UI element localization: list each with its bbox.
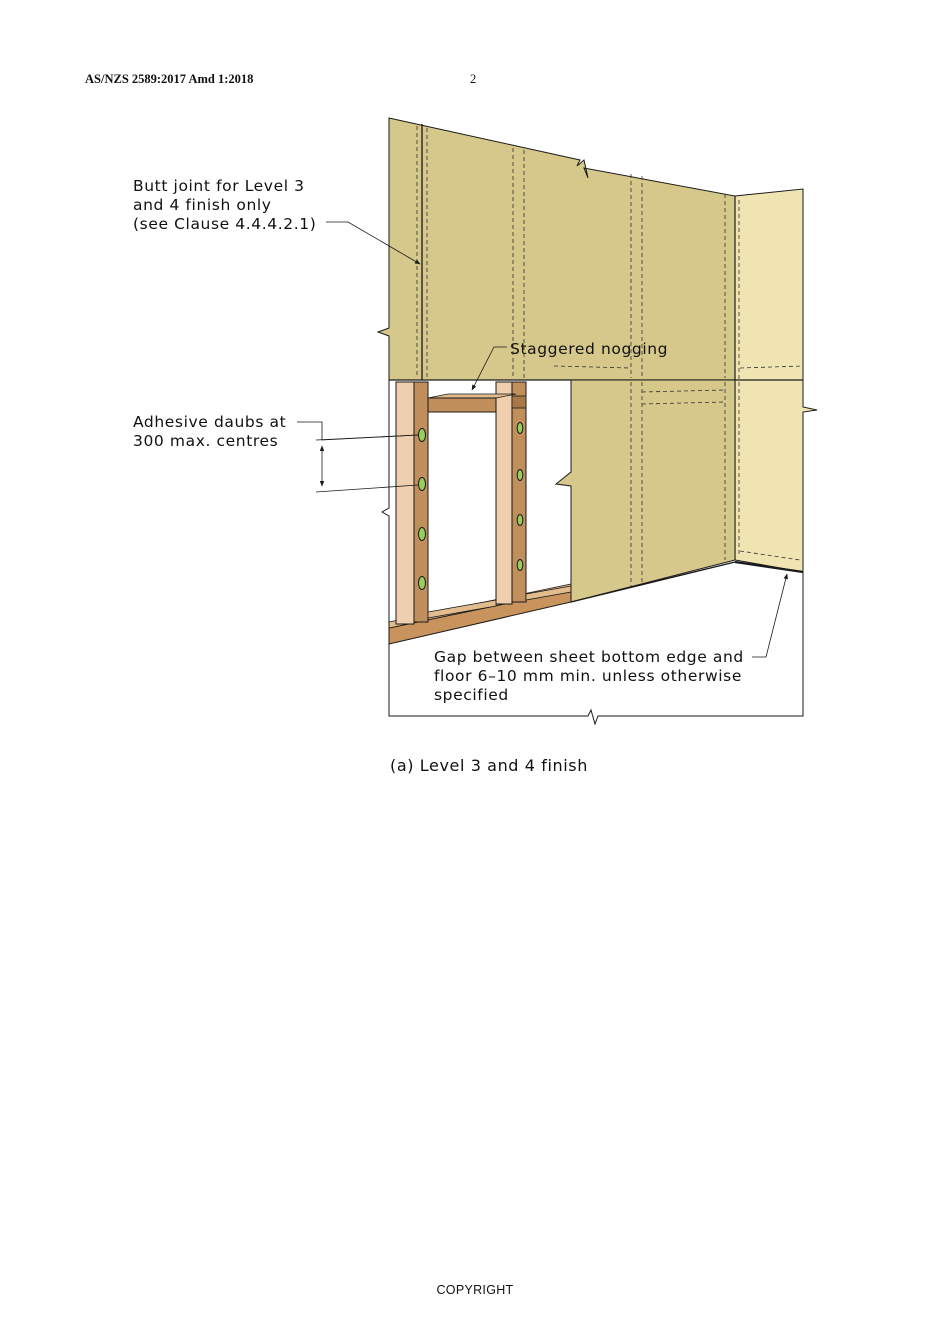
adhesive-daub — [517, 470, 523, 481]
standard-identifier: AS/NZS 2589:2017 Amd 1:2018 — [85, 72, 254, 86]
page-number: 2 — [470, 72, 477, 86]
adhesive-daub — [419, 478, 426, 491]
svg-text:Butt joint for Level 3: Butt joint for Level 3 — [133, 177, 305, 195]
label-staggered-nogging: Staggered nogging — [510, 340, 669, 358]
label-gap — [434, 648, 744, 704]
stud-face — [496, 382, 512, 604]
svg-text:specified: specified — [434, 686, 509, 704]
adhesive-daub — [419, 429, 426, 442]
return-wall — [735, 189, 817, 572]
copyright-footer: COPYRIGHT — [436, 1283, 514, 1297]
label-adhesive-daubs — [133, 413, 286, 450]
stud-face — [396, 382, 414, 624]
svg-text:(see Clause 4.4.4.2.1): (see Clause 4.4.4.2.1) — [133, 215, 317, 233]
adhesive-daub — [517, 423, 523, 434]
svg-text:Adhesive daubs at: Adhesive daubs at — [133, 413, 287, 431]
adhesive-daub — [517, 515, 523, 526]
label-butt-joint — [133, 177, 316, 233]
adhesive-daub — [419, 528, 426, 541]
adhesive-daub — [419, 577, 426, 590]
svg-text:and 4 finish only: and 4 finish only — [133, 196, 272, 214]
nogging — [428, 398, 496, 412]
adhesive-daub — [517, 560, 523, 571]
svg-text:floor 6–10 mm min. unless othe: floor 6–10 mm min. unless otherwise — [434, 667, 742, 685]
gap-leader — [752, 574, 787, 657]
svg-text:Gap between sheet bottom edge: Gap between sheet bottom edge and — [434, 648, 744, 666]
figure-caption: (a) Level 3 and 4 finish — [390, 756, 588, 775]
svg-text:300 max. centres: 300 max. centres — [133, 432, 279, 450]
